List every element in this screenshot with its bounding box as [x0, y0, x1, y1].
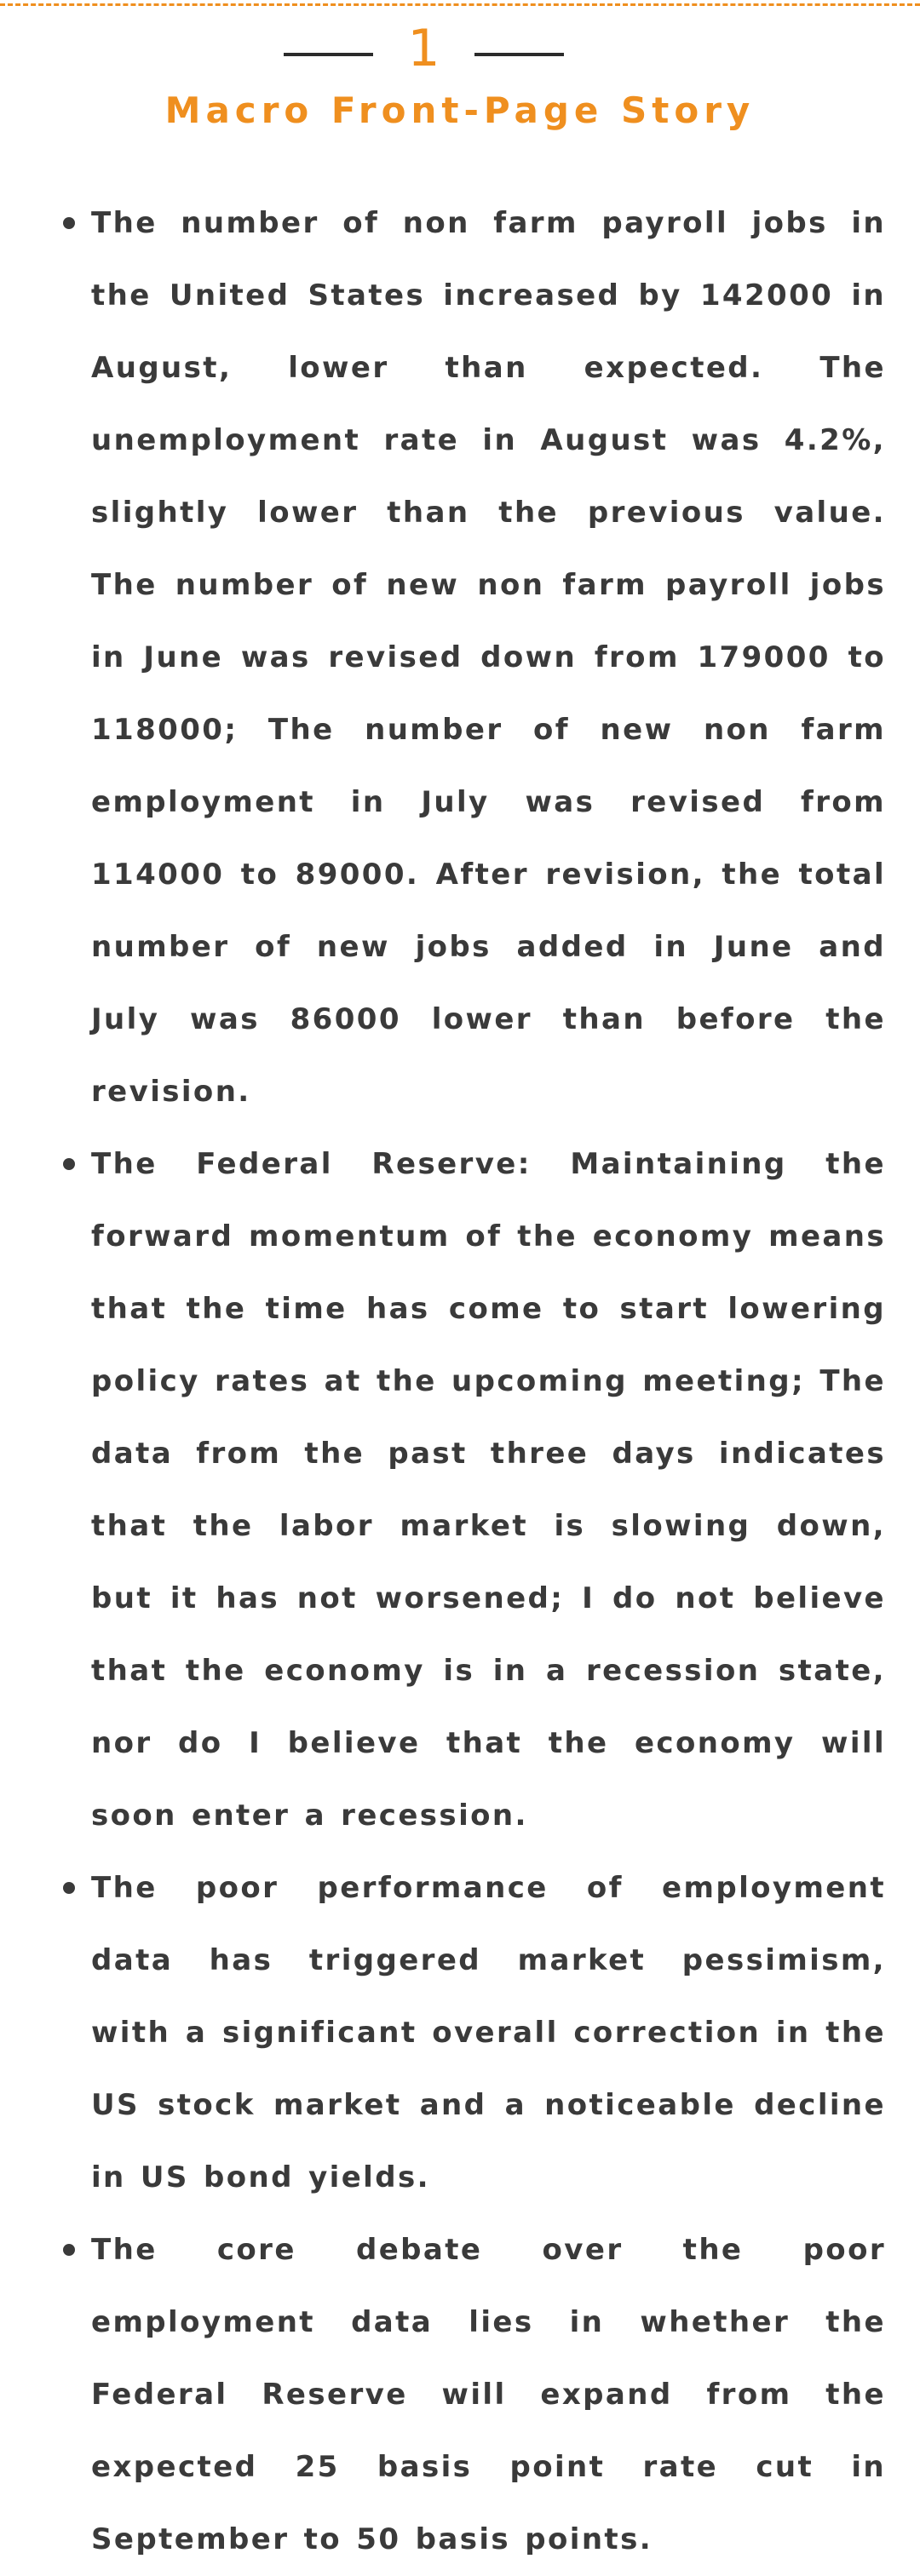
section-number-row	[0, 19, 920, 78]
bullet-text: The poor performance of employment data has triggered market pessimism, with a significant overall correction in the US stock market and a noticeable decline in US bond yields.	[91, 1871, 886, 2194]
left-divider-rule	[284, 53, 373, 56]
bullet-dot-icon	[63, 2244, 75, 2256]
dashed-top-border	[0, 3, 920, 6]
bullet-text: The number of non farm payroll jobs in the United States increased by 142000 in August, lower than expected. The unemployment rate in August was 4.2%, slightly lower than the previous value. The number of new non farm payroll jobs in June was revised down from 179000 to 118000; The number of new non farm employment in July was revised from 114000 to 89000. After revision, the total number of new jobs added in June and July was 86000 lower than before the revision.	[91, 206, 886, 1109]
bullet-dot-icon	[63, 1158, 75, 1170]
list-item	[0, 1852, 886, 2214]
bullet-text: The core debate over the poor employment data lies in whether the Federal Reserve will expand from the expected 25 basis point rate cut in September to 50 basis points.	[91, 2233, 886, 2556]
bullet-dot-icon	[63, 217, 75, 229]
right-divider-rule	[474, 53, 564, 56]
list-item	[0, 2214, 886, 2576]
section-title: Macro Front-Page Story	[164, 89, 756, 131]
news-bullet-list	[0, 187, 920, 2576]
section-number: 1	[407, 19, 440, 78]
list-item	[0, 1128, 886, 1852]
bullet-text: The Federal Reserve: Maintaining the forward momentum of the economy means that the time has come to start lowering policy rates at the upcoming meeting; The data from the past three days indicates that the labor market is slowing down, but it has not worsened; I do not believe that the economy is in a recession state, nor do I believe that the economy will soon enter a recession.	[91, 1147, 886, 1833]
bullet-dot-icon	[63, 1882, 75, 1894]
section-header	[0, 19, 920, 131]
list-item	[0, 187, 886, 1128]
